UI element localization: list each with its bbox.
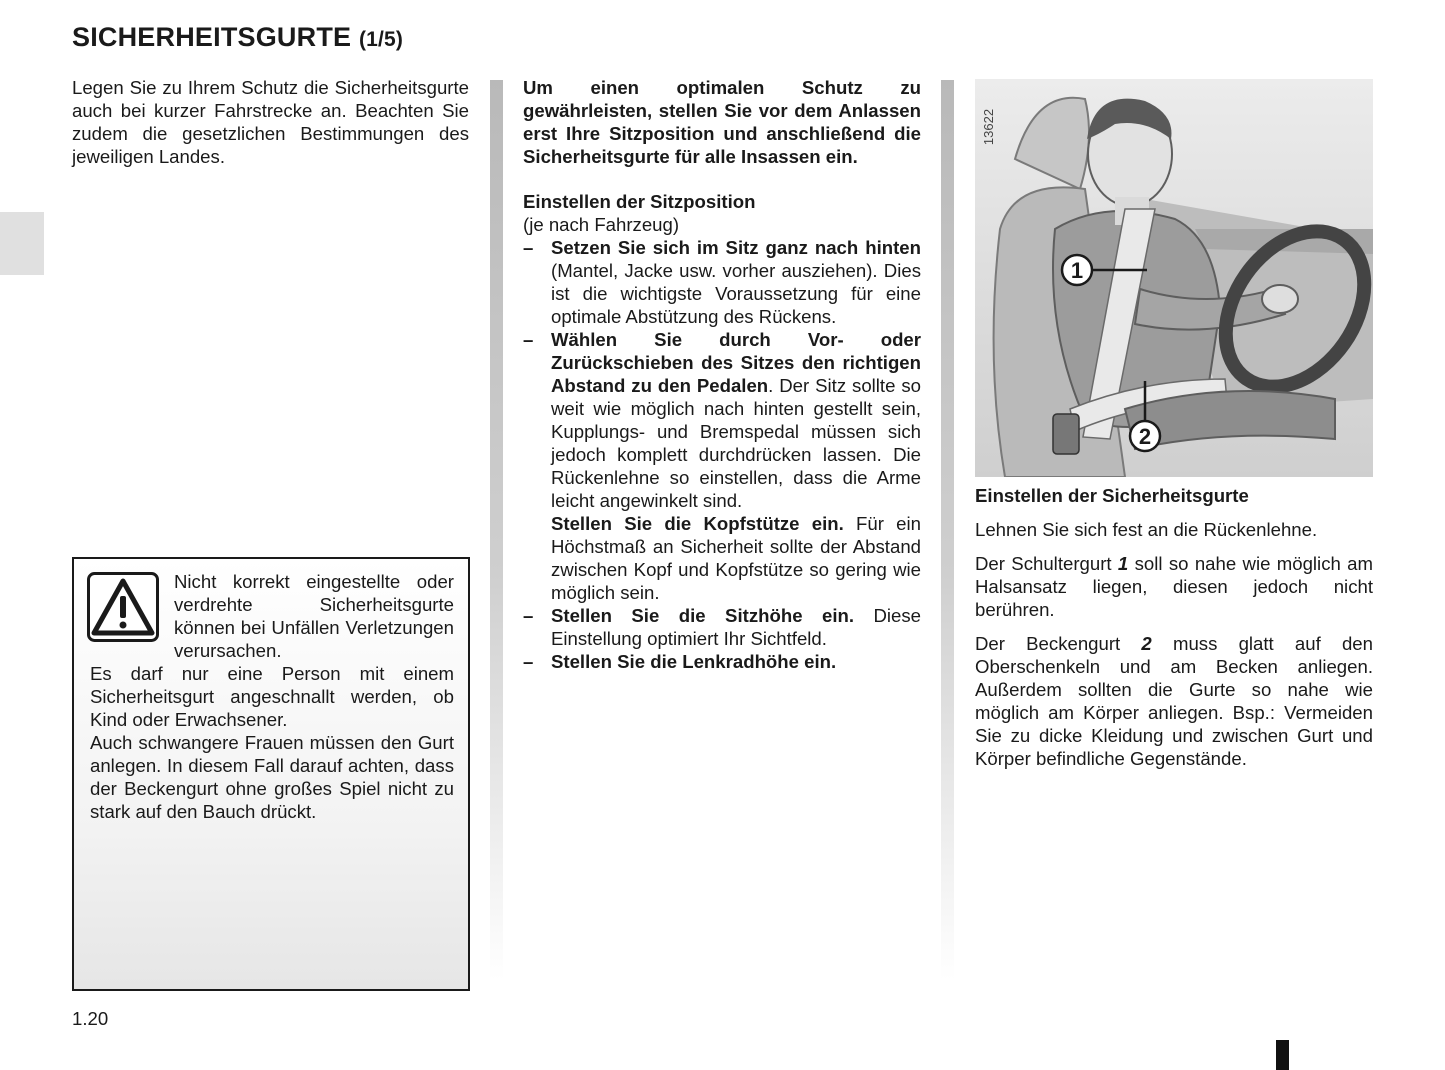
- list-item-seat-back-text: (Mantel, Jacke usw. vorher ausziehen). Dies ist die wichtigste Voraussetzung für eine optimale Abstützung des Rückens.: [551, 260, 921, 327]
- warning-paragraph-2: Es darf nur eine Person mit einem Sicherheitsgurt angeschnallt werden, ob Kind oder Erwachsener.: [90, 663, 454, 730]
- belt-section-heading: Einstellen der Sicherheitsgurte: [975, 485, 1249, 506]
- chapter-side-tab: [0, 212, 44, 275]
- seat-section-subheading: (je nach Fahrzeug): [523, 214, 680, 235]
- belt-paragraph-3-end: muss glatt auf den Oberschenkeln und am Becken anliegen. Außerdem sollten die Gurte so nahe wie möglich am Körper anliegen. Bsp.: Vermeiden Sie zu dicke Kleidung und zwischen Gurt und Körper befindliche Gegenstände.: [975, 633, 1373, 769]
- page-title-part: (1/5): [358, 28, 404, 51]
- page-title: [72, 22, 403, 53]
- page-title-text: SICHERHEITSGURTE: [72, 22, 352, 52]
- figure-code: 13622: [981, 108, 996, 146]
- list-item-seat-back-bold: Setzen Sie sich im Sitz ganz nach hinten: [551, 237, 921, 258]
- column-middle: [523, 76, 921, 673]
- belt-paragraph-1: Lehnen Sie sich fest an die Rückenlehne.: [975, 519, 1318, 540]
- list-item-headrest-bold: Stellen Sie die Kopfstütze ein.: [551, 513, 844, 534]
- belt-paragraph-2-start: Der Schultergurt: [975, 553, 1118, 574]
- corner-marker: [1276, 1040, 1289, 1070]
- belt-paragraph-3: [975, 632, 1373, 770]
- belt-paragraph-2-ref: 1: [1117, 553, 1129, 574]
- warning-paragraph-3: Auch schwangere Frauen müssen den Gurt anlegen. In diesem Fall darauf achten, dass der Beckengurt ohne großes Spiel nicht zu stark auf den Bauch drückt.: [90, 732, 454, 822]
- belt-paragraph-3-ref: 2: [1141, 633, 1152, 654]
- intro-paragraph: Legen Sie zu Ihrem Schutz die Sicherheitsgurte auch bei kurzer Fahrstrecke an. Beachten Sie zudem die gesetzlichen Bestimmungen des jeweiligen Landes.: [72, 77, 469, 167]
- warning-box: [72, 557, 470, 991]
- belt-paragraph-2-end: soll so nahe wie möglich am Halsansatz liegen, diesen jedoch nicht berühren.: [975, 553, 1374, 620]
- page-number: 1.20: [72, 1008, 109, 1029]
- list-item-seat-distance: [523, 328, 921, 512]
- belt-paragraph-2: [975, 552, 1373, 621]
- seat-intro-paragraph: Um einen optimalen Schutz zu gewährleisten, stellen Sie vor dem Anlassen erst Ihre Sitzposition und anschließend die Sicherheitsgurte für alle Insassen ein.: [523, 77, 921, 167]
- list-item-steering-height-bold: Stellen Sie die Lenkradhöhe ein.: [551, 651, 837, 672]
- belt-paragraph-3-start: Der Beckengurt: [975, 633, 1142, 654]
- column-right: [975, 484, 1373, 781]
- list-item-seat-height-bold: Stellen Sie die Sitzhöhe ein.: [551, 605, 855, 626]
- callout-1-label: 1: [1070, 258, 1084, 283]
- callout-2-label: 2: [1138, 424, 1152, 449]
- list-item-headrest-text: Für ein Höchstmaß an Sicherheit sollte der Abstand zwischen Kopf und Kopfstütze so gering wie möglich sein.: [551, 513, 921, 603]
- list-item-headrest: [523, 512, 921, 604]
- list-item-seat-height-text: Diese Einstellung optimiert Ihr Sichtfeld.: [551, 605, 921, 649]
- column-separator-1: [490, 80, 503, 980]
- column-left: [72, 76, 469, 168]
- list-item-seat-back: [523, 236, 921, 328]
- seat-section-heading: Einstellen der Sitzposition: [523, 191, 756, 212]
- list-item-seat-distance-bold: Wählen Sie durch Vor- oder Zurückschieben des Sitzes den richtigen Abstand zu den Pedalen: [551, 329, 921, 396]
- list-item-steering-height: [523, 650, 921, 673]
- list-item-seat-height: [523, 604, 921, 650]
- column-separator-2: [941, 80, 954, 980]
- list-item-seat-distance-text: . Der Sitz sollte so weit wie möglich nach hinten gestellt sein, Kupplungs- und Bremspedal müssen sich jedoch komplett durchdrücken lassen. Die Rückenlehne so einstellen, dass die Arme leicht angewinkelt sind.: [551, 375, 921, 511]
- seatbelt-illustration: [975, 79, 1373, 477]
- warning-paragraph-1: Nicht korrekt eingestellte oder verdrehte Sicherheitsgurte können bei Unfällen Verletzungen verursachen.: [174, 571, 454, 661]
